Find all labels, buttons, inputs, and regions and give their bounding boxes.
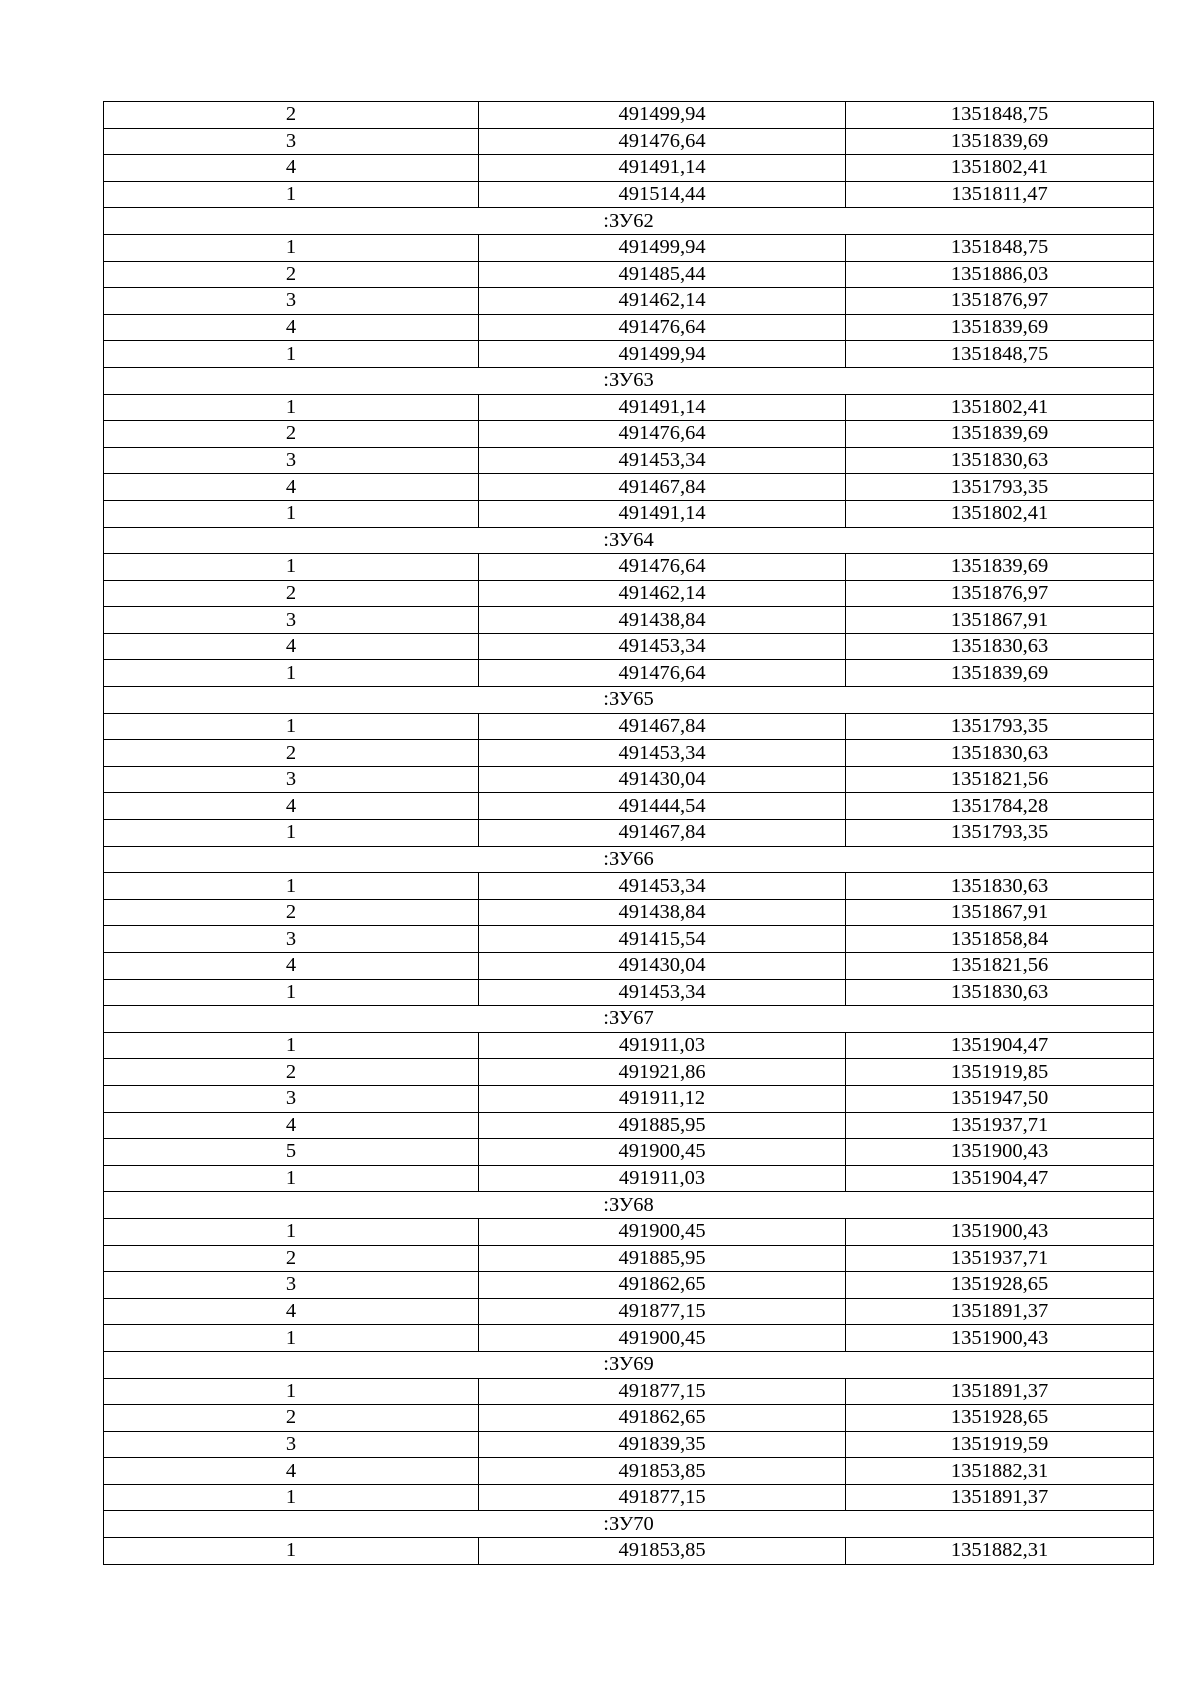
table-row — [104, 128, 1154, 155]
point-number-cell: 4 — [104, 1298, 479, 1325]
x-coordinate-cell: 491453,34 — [479, 447, 846, 474]
table-row — [104, 766, 1154, 793]
table-row — [104, 288, 1154, 315]
table-row — [104, 1218, 1154, 1245]
x-coordinate-cell: 491877,15 — [479, 1484, 846, 1511]
point-number-cell: 1 — [104, 500, 479, 527]
x-coordinate-cell: 491467,84 — [479, 713, 846, 740]
section-label: :ЗУ63 — [104, 367, 1154, 394]
table-row — [104, 1032, 1154, 1059]
y-coordinate-cell: 1351839,69 — [846, 128, 1154, 155]
x-coordinate-cell: 491462,14 — [479, 288, 846, 315]
y-coordinate-cell: 1351891,37 — [846, 1484, 1154, 1511]
section-label: :ЗУ70 — [104, 1511, 1154, 1538]
y-coordinate-cell: 1351848,75 — [846, 102, 1154, 129]
point-number-cell: 3 — [104, 1272, 479, 1299]
table-row — [104, 580, 1154, 607]
x-coordinate-cell: 491877,15 — [479, 1298, 846, 1325]
table-row — [104, 261, 1154, 288]
y-coordinate-cell: 1351900,43 — [846, 1218, 1154, 1245]
point-number-cell: 1 — [104, 1165, 479, 1192]
y-coordinate-cell: 1351867,91 — [846, 899, 1154, 926]
y-coordinate-cell: 1351867,91 — [846, 607, 1154, 634]
y-coordinate-cell: 1351830,63 — [846, 873, 1154, 900]
x-coordinate-cell: 491491,14 — [479, 500, 846, 527]
point-number-cell: 4 — [104, 1458, 479, 1485]
coordinates-table-body — [104, 102, 1154, 1565]
y-coordinate-cell: 1351802,41 — [846, 394, 1154, 421]
x-coordinate-cell: 491911,12 — [479, 1085, 846, 1112]
y-coordinate-cell: 1351891,37 — [846, 1298, 1154, 1325]
x-coordinate-cell: 491467,84 — [479, 820, 846, 847]
point-number-cell: 1 — [104, 554, 479, 581]
point-number-cell: 4 — [104, 793, 479, 820]
y-coordinate-cell: 1351937,71 — [846, 1112, 1154, 1139]
y-coordinate-cell: 1351830,63 — [846, 740, 1154, 767]
x-coordinate-cell: 491900,45 — [479, 1325, 846, 1352]
table-row — [104, 873, 1154, 900]
x-coordinate-cell: 491499,94 — [479, 102, 846, 129]
x-coordinate-cell: 491453,34 — [479, 873, 846, 900]
table-row — [104, 1405, 1154, 1432]
table-row — [104, 1538, 1154, 1565]
x-coordinate-cell: 491911,03 — [479, 1165, 846, 1192]
y-coordinate-cell: 1351839,69 — [846, 314, 1154, 341]
y-coordinate-cell: 1351830,63 — [846, 633, 1154, 660]
table-row — [104, 234, 1154, 261]
x-coordinate-cell: 491885,95 — [479, 1112, 846, 1139]
point-number-cell: 2 — [104, 102, 479, 129]
section-label: :ЗУ67 — [104, 1006, 1154, 1033]
point-number-cell: 1 — [104, 181, 479, 208]
x-coordinate-cell: 491839,35 — [479, 1431, 846, 1458]
y-coordinate-cell: 1351858,84 — [846, 926, 1154, 953]
section-label: :ЗУ68 — [104, 1192, 1154, 1219]
table-row — [104, 793, 1154, 820]
table-row — [104, 979, 1154, 1006]
section-label: :ЗУ69 — [104, 1351, 1154, 1378]
y-coordinate-cell: 1351821,56 — [846, 766, 1154, 793]
section-header-row — [104, 1006, 1154, 1033]
y-coordinate-cell: 1351793,35 — [846, 713, 1154, 740]
y-coordinate-cell: 1351928,65 — [846, 1405, 1154, 1432]
point-number-cell: 3 — [104, 926, 479, 953]
y-coordinate-cell: 1351793,35 — [846, 474, 1154, 501]
y-coordinate-cell: 1351839,69 — [846, 660, 1154, 687]
y-coordinate-cell: 1351919,59 — [846, 1431, 1154, 1458]
point-number-cell: 1 — [104, 873, 479, 900]
point-number-cell: 2 — [104, 580, 479, 607]
y-coordinate-cell: 1351821,56 — [846, 953, 1154, 980]
y-coordinate-cell: 1351937,71 — [846, 1245, 1154, 1272]
table-row — [104, 1431, 1154, 1458]
point-number-cell: 1 — [104, 1325, 479, 1352]
x-coordinate-cell: 491453,34 — [479, 740, 846, 767]
x-coordinate-cell: 491862,65 — [479, 1405, 846, 1432]
x-coordinate-cell: 491438,84 — [479, 607, 846, 634]
table-row — [104, 1484, 1154, 1511]
point-number-cell: 1 — [104, 1032, 479, 1059]
x-coordinate-cell: 491438,84 — [479, 899, 846, 926]
section-header-row — [104, 1192, 1154, 1219]
table-row — [104, 607, 1154, 634]
y-coordinate-cell: 1351882,31 — [846, 1538, 1154, 1565]
table-row — [104, 899, 1154, 926]
point-number-cell: 2 — [104, 899, 479, 926]
point-number-cell: 1 — [104, 713, 479, 740]
y-coordinate-cell: 1351904,47 — [846, 1165, 1154, 1192]
y-coordinate-cell: 1351802,41 — [846, 155, 1154, 182]
point-number-cell: 2 — [104, 1059, 479, 1086]
point-number-cell: 1 — [104, 1484, 479, 1511]
section-header-row — [104, 367, 1154, 394]
y-coordinate-cell: 1351784,28 — [846, 793, 1154, 820]
coordinates-table — [103, 101, 1154, 1565]
x-coordinate-cell: 491476,64 — [479, 554, 846, 581]
point-number-cell: 2 — [104, 421, 479, 448]
x-coordinate-cell: 491885,95 — [479, 1245, 846, 1272]
y-coordinate-cell: 1351891,37 — [846, 1378, 1154, 1405]
table-row — [104, 500, 1154, 527]
y-coordinate-cell: 1351886,03 — [846, 261, 1154, 288]
x-coordinate-cell: 491444,54 — [479, 793, 846, 820]
point-number-cell: 1 — [104, 234, 479, 261]
table-row — [104, 421, 1154, 448]
point-number-cell: 4 — [104, 633, 479, 660]
point-number-cell: 1 — [104, 660, 479, 687]
section-label: :ЗУ64 — [104, 527, 1154, 554]
x-coordinate-cell: 491499,94 — [479, 234, 846, 261]
point-number-cell: 5 — [104, 1139, 479, 1166]
table-row — [104, 102, 1154, 129]
x-coordinate-cell: 491877,15 — [479, 1378, 846, 1405]
point-number-cell: 2 — [104, 1405, 479, 1432]
table-row — [104, 1272, 1154, 1299]
y-coordinate-cell: 1351876,97 — [846, 288, 1154, 315]
table-row — [104, 447, 1154, 474]
x-coordinate-cell: 491853,85 — [479, 1458, 846, 1485]
section-header-row — [104, 208, 1154, 235]
y-coordinate-cell: 1351919,85 — [846, 1059, 1154, 1086]
y-coordinate-cell: 1351811,47 — [846, 181, 1154, 208]
point-number-cell: 3 — [104, 1085, 479, 1112]
point-number-cell: 1 — [104, 820, 479, 847]
x-coordinate-cell: 491485,44 — [479, 261, 846, 288]
y-coordinate-cell: 1351830,63 — [846, 447, 1154, 474]
table-row — [104, 660, 1154, 687]
y-coordinate-cell: 1351900,43 — [846, 1139, 1154, 1166]
y-coordinate-cell: 1351839,69 — [846, 421, 1154, 448]
table-row — [104, 394, 1154, 421]
y-coordinate-cell: 1351830,63 — [846, 979, 1154, 1006]
point-number-cell: 3 — [104, 288, 479, 315]
table-row — [104, 1378, 1154, 1405]
x-coordinate-cell: 491453,34 — [479, 633, 846, 660]
y-coordinate-cell: 1351848,75 — [846, 341, 1154, 368]
table-row — [104, 740, 1154, 767]
point-number-cell: 2 — [104, 1245, 479, 1272]
point-number-cell: 4 — [104, 155, 479, 182]
point-number-cell: 1 — [104, 394, 479, 421]
section-header-row — [104, 527, 1154, 554]
table-row — [104, 1245, 1154, 1272]
x-coordinate-cell: 491900,45 — [479, 1218, 846, 1245]
y-coordinate-cell: 1351904,47 — [846, 1032, 1154, 1059]
x-coordinate-cell: 491900,45 — [479, 1139, 846, 1166]
table-row — [104, 953, 1154, 980]
x-coordinate-cell: 491462,14 — [479, 580, 846, 607]
point-number-cell: 1 — [104, 1378, 479, 1405]
y-coordinate-cell: 1351928,65 — [846, 1272, 1154, 1299]
table-row — [104, 1059, 1154, 1086]
x-coordinate-cell: 491430,04 — [479, 953, 846, 980]
point-number-cell: 4 — [104, 1112, 479, 1139]
section-header-row — [104, 846, 1154, 873]
table-row — [104, 314, 1154, 341]
x-coordinate-cell: 491921,86 — [479, 1059, 846, 1086]
section-header-row — [104, 1351, 1154, 1378]
section-label: :ЗУ65 — [104, 687, 1154, 714]
y-coordinate-cell: 1351802,41 — [846, 500, 1154, 527]
table-row — [104, 1139, 1154, 1166]
x-coordinate-cell: 491476,64 — [479, 421, 846, 448]
point-number-cell: 4 — [104, 474, 479, 501]
point-number-cell: 1 — [104, 1218, 479, 1245]
point-number-cell: 4 — [104, 314, 479, 341]
x-coordinate-cell: 491853,85 — [479, 1538, 846, 1565]
table-row — [104, 820, 1154, 847]
x-coordinate-cell: 491430,04 — [479, 766, 846, 793]
x-coordinate-cell: 491453,34 — [479, 979, 846, 1006]
x-coordinate-cell: 491499,94 — [479, 341, 846, 368]
table-row — [104, 713, 1154, 740]
table-row — [104, 633, 1154, 660]
y-coordinate-cell: 1351839,69 — [846, 554, 1154, 581]
point-number-cell: 1 — [104, 1538, 479, 1565]
table-row — [104, 181, 1154, 208]
y-coordinate-cell: 1351793,35 — [846, 820, 1154, 847]
x-coordinate-cell: 491476,64 — [479, 128, 846, 155]
table-row — [104, 554, 1154, 581]
y-coordinate-cell: 1351947,50 — [846, 1085, 1154, 1112]
x-coordinate-cell: 491476,64 — [479, 660, 846, 687]
section-label: :ЗУ66 — [104, 846, 1154, 873]
table-row — [104, 1085, 1154, 1112]
table-row — [104, 1298, 1154, 1325]
x-coordinate-cell: 491467,84 — [479, 474, 846, 501]
x-coordinate-cell: 491491,14 — [479, 394, 846, 421]
x-coordinate-cell: 491491,14 — [479, 155, 846, 182]
table-row — [104, 1112, 1154, 1139]
x-coordinate-cell: 491476,64 — [479, 314, 846, 341]
x-coordinate-cell: 491514,44 — [479, 181, 846, 208]
table-row — [104, 341, 1154, 368]
x-coordinate-cell: 491911,03 — [479, 1032, 846, 1059]
table-row — [104, 1458, 1154, 1485]
point-number-cell: 2 — [104, 261, 479, 288]
point-number-cell: 1 — [104, 979, 479, 1006]
table-row — [104, 1165, 1154, 1192]
table-row — [104, 1325, 1154, 1352]
section-header-row — [104, 687, 1154, 714]
y-coordinate-cell: 1351876,97 — [846, 580, 1154, 607]
y-coordinate-cell: 1351848,75 — [846, 234, 1154, 261]
x-coordinate-cell: 491862,65 — [479, 1272, 846, 1299]
y-coordinate-cell: 1351882,31 — [846, 1458, 1154, 1485]
table-row — [104, 926, 1154, 953]
point-number-cell: 4 — [104, 953, 479, 980]
table-row — [104, 155, 1154, 182]
x-coordinate-cell: 491415,54 — [479, 926, 846, 953]
point-number-cell: 2 — [104, 740, 479, 767]
point-number-cell: 3 — [104, 447, 479, 474]
point-number-cell: 1 — [104, 341, 479, 368]
point-number-cell: 3 — [104, 607, 479, 634]
section-header-row — [104, 1511, 1154, 1538]
point-number-cell: 3 — [104, 1431, 479, 1458]
point-number-cell: 3 — [104, 128, 479, 155]
table-row — [104, 474, 1154, 501]
section-label: :ЗУ62 — [104, 208, 1154, 235]
y-coordinate-cell: 1351900,43 — [846, 1325, 1154, 1352]
point-number-cell: 3 — [104, 766, 479, 793]
